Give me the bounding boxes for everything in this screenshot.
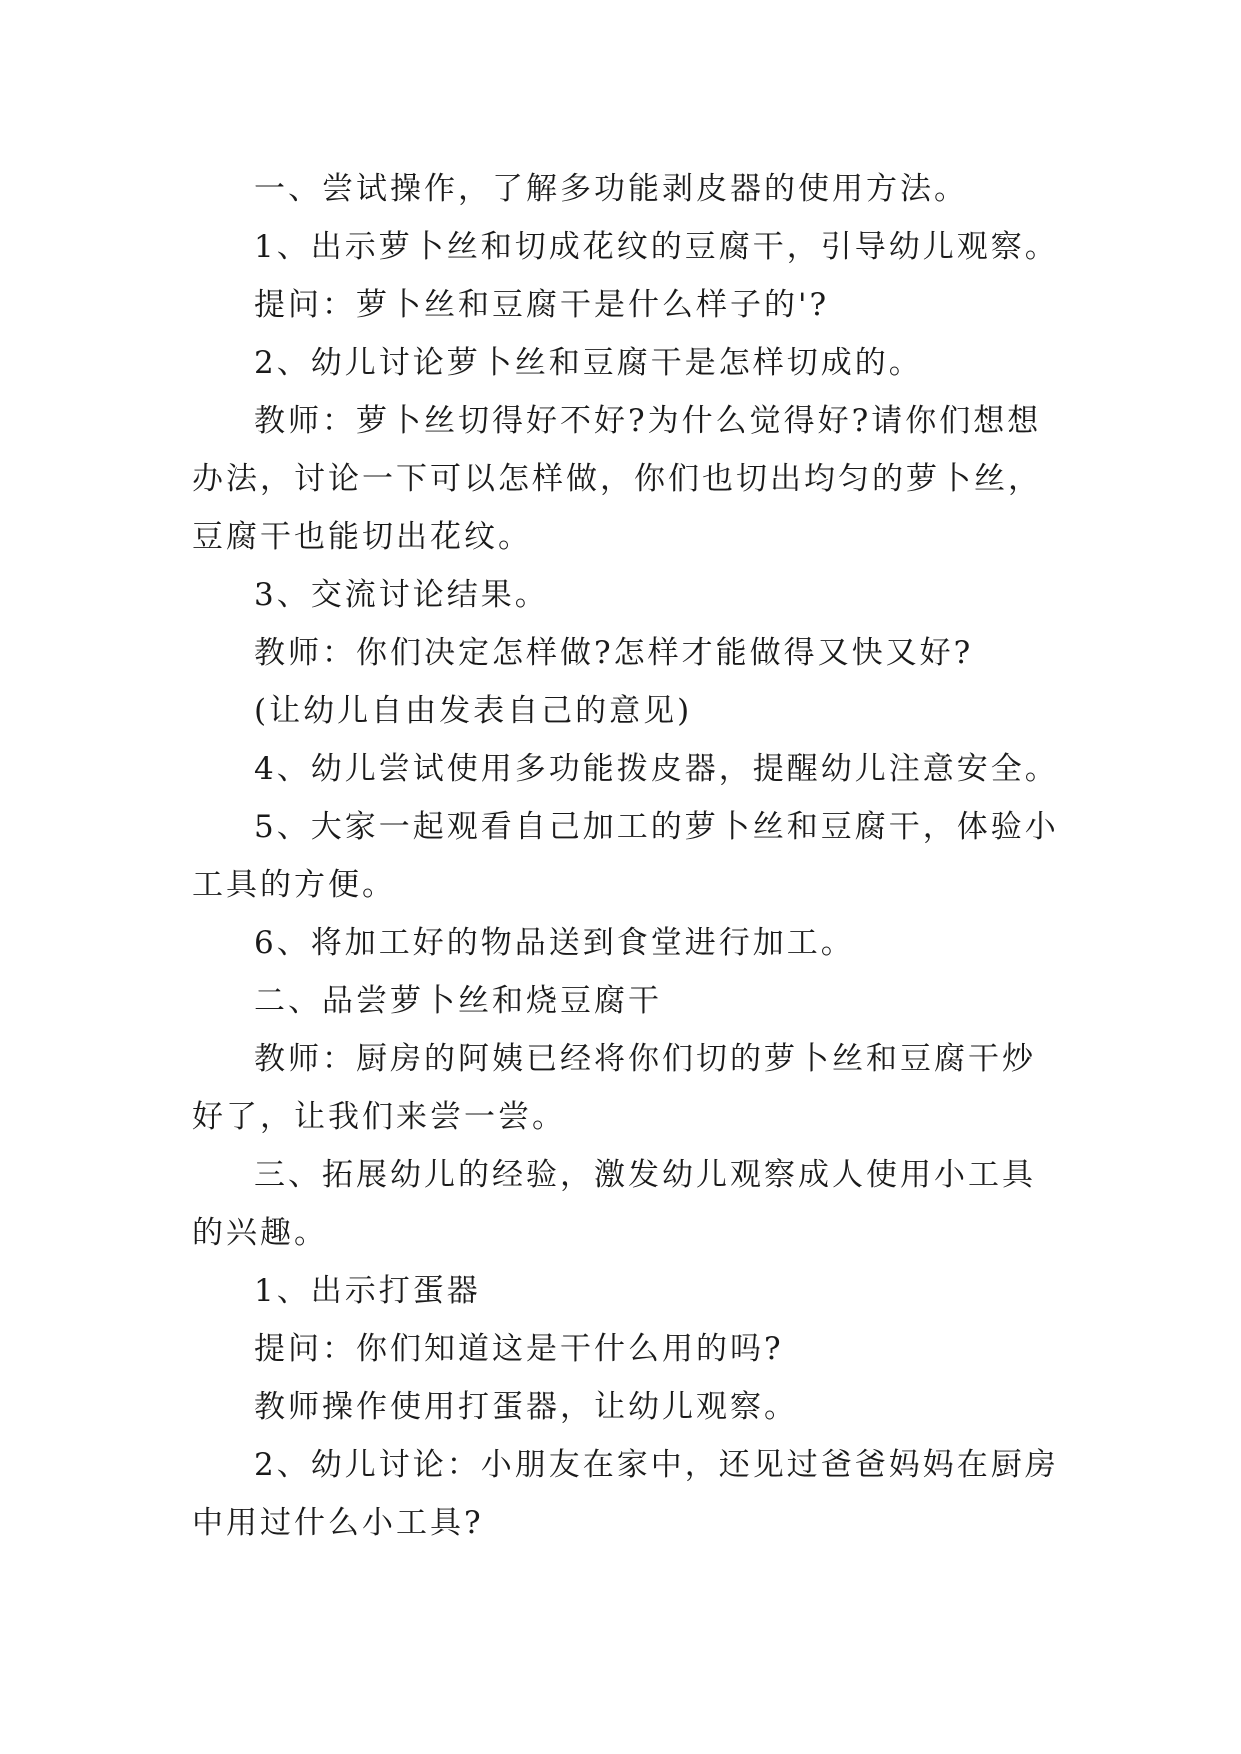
question-what-look-like: 提问：萝卜丝和豆腐干是什么样子的'? (254, 287, 830, 323)
teacher-prompt-taste: 教师：厨房的阿姨已经将你们切的萝卜丝和豆腐干炒好了，让我们来尝一尝。 (192, 1041, 1036, 1135)
section-heading-3: 三、拓展幼儿的经验，激发幼儿观察成人使用小工具的兴趣。 (192, 1157, 1036, 1251)
note-free-expression: (让幼儿自由发表自己的意见) (254, 693, 693, 729)
step-2-discuss: 2、幼儿讨论萝卜丝和豆腐干是怎样切成的。 (254, 345, 923, 381)
step-6-send-to-canteen: 6、将加工好的物品送到食堂进行加工。 (254, 925, 855, 961)
teacher-prompt-how: 教师：你们决定怎样做?怎样才能做得又快又好? (254, 635, 974, 671)
step-1-show-whisk: 1、出示打蛋器 (254, 1273, 481, 1309)
step-4-try-tool: 4、幼儿尝试使用多功能拨皮器，提醒幼儿注意安全。 (254, 751, 1059, 787)
step-5-observe-results: 5、大家一起观看自己加工的萝卜丝和豆腐干，体验小工具的方便。 (192, 809, 1059, 903)
section-heading-2: 二、品尝萝卜丝和烧豆腐干 (254, 983, 662, 1019)
step-3-share-results: 3、交流讨论结果。 (254, 577, 549, 613)
section-heading-1: 一、尝试操作，了解多功能剥皮器的使用方法。 (254, 171, 968, 207)
step-1-show-materials: 1、出示萝卜丝和切成花纹的豆腐干，引导幼儿观察。 (254, 229, 1059, 265)
question-what-for: 提问：你们知道这是干什么用的吗? (254, 1331, 784, 1367)
teacher-demo-whisk: 教师操作使用打蛋器，让幼儿观察。 (254, 1389, 798, 1425)
step-2-discuss-tools: 2、幼儿讨论：小朋友在家中，还见过爸爸妈妈在厨房中用过什么小工具? (192, 1447, 1059, 1541)
teacher-prompt-cutting: 教师：萝卜丝切得好不好?为什么觉得好?请你们想想办法，讨论一下可以怎样做，你们也切出均匀的萝卜丝，豆腐干也能切出花纹。 (192, 403, 1042, 555)
document-body (192, 160, 1060, 1552)
